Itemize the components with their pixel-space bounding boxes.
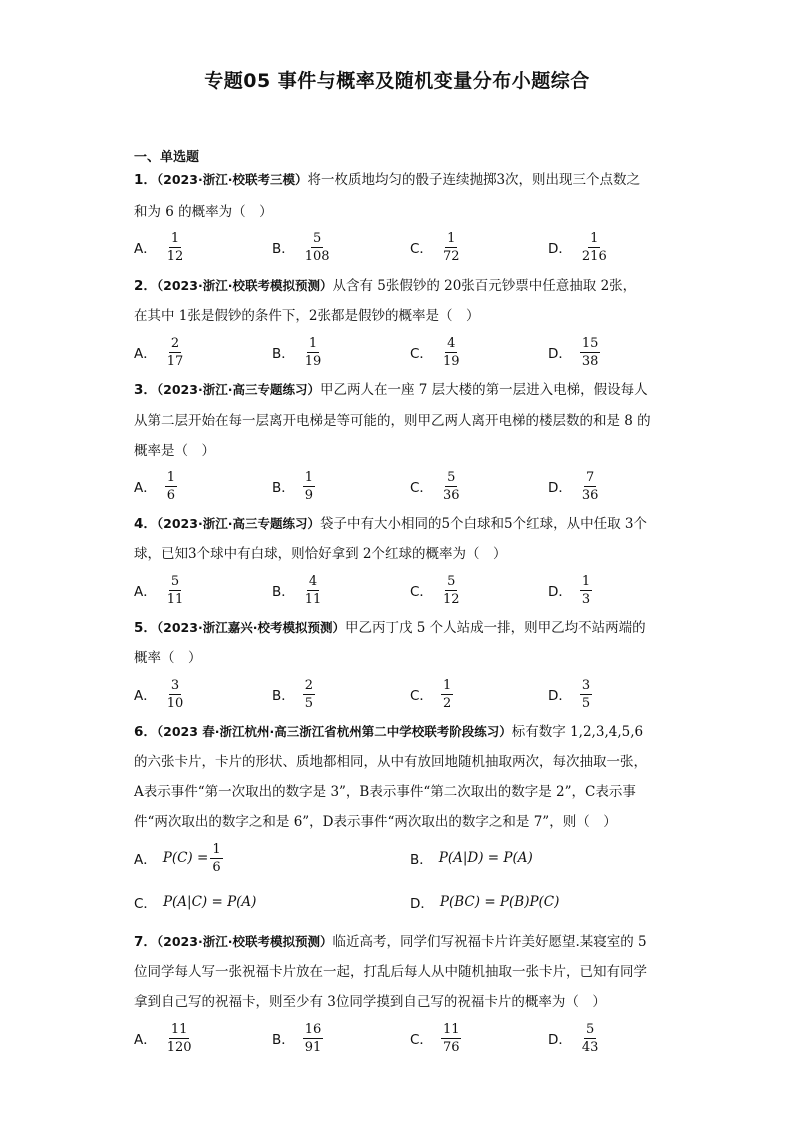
option-c[interactable]: C． $\frac{1}{2}$: [410, 677, 452, 711]
question-3-options: [134, 468, 674, 504]
question-source: （2023·浙江嘉兴·校考模拟预测）: [156, 620, 345, 635]
section-heading: 一、单选题: [134, 150, 200, 165]
question-6-line-4: 件“两次取出的数字之和是 6”，D表示事件“两次取出的数字之和是 7”，则（ ）: [134, 814, 617, 830]
question-source: （2023·浙江·高三专题练习）: [156, 382, 320, 397]
question-7-options: [134, 1020, 674, 1056]
question-4-line-1: [134, 514, 664, 534]
option-c[interactable]: C． $\frac{5}{36}$: [410, 469, 460, 503]
fraction: $\frac{1}{216}$: [581, 230, 607, 264]
page-title: 专题05 事件与概率及随机变量分布小题综合: [204, 70, 590, 92]
option-a[interactable]: A． $\frac{5}{11}$: [134, 573, 184, 607]
question-number: 6．: [134, 724, 157, 740]
question-3-line-3: 概率是（ ）: [134, 443, 215, 459]
question-7-line-3: 拿到自己写的祝福卡，则至少有 3位同学摸到自己写的祝福卡片的概率为（ ）: [134, 994, 606, 1010]
question-1-options: [134, 229, 674, 265]
option-d[interactable]: D． $\frac{1}{3}$: [548, 573, 591, 607]
question-6-options-row-1: [134, 840, 674, 876]
option-c[interactable]: C． $\frac{5}{12}$: [410, 573, 460, 607]
fraction: $\frac{1}{19}$: [304, 335, 322, 369]
fraction: $\frac{2}{5}$: [304, 677, 314, 711]
fraction: $\frac{15}{38}$: [581, 335, 599, 369]
expression: P(C) =: [162, 850, 209, 866]
question-number: 3．: [134, 382, 157, 398]
option-a[interactable]: A． $\frac{1}{12}$: [134, 230, 184, 264]
option-d[interactable]: D． $\frac{1}{216}$: [548, 230, 607, 264]
question-text: 标有数字 1,2,3,4,5,6: [511, 724, 644, 740]
option-d[interactable]: D． $\frac{7}{36}$: [548, 469, 599, 503]
fraction: $\frac{1}{3}$: [581, 573, 591, 607]
question-3-line-2: 从第二层开始在每一层离开电梯是等可能的，则甲乙两人离开电梯的楼层数的和是 8 的: [134, 413, 651, 429]
question-6-options-row-2: [134, 884, 674, 920]
fraction: $\frac{11}{120}$: [166, 1021, 192, 1055]
question-number: 2．: [134, 278, 157, 294]
expression: P(A|D) = P(A): [438, 850, 533, 866]
question-4-line-2: 球，已知3个球中有白球，则恰好拿到 2个红球的概率为（ ）: [134, 546, 507, 562]
fraction: $\frac{5}{43}$: [581, 1021, 599, 1055]
option-a[interactable]: A． P(C) = $\frac{1}{6}$: [134, 841, 221, 875]
fraction: $\frac{3}{5}$: [581, 677, 591, 711]
question-number: 7．: [134, 934, 157, 950]
fraction: $\frac{1}{72}$: [442, 230, 460, 264]
question-6-line-3: A表示事件“第一次取出的数字是 3”，B表示事件“第二次取出的数字是 2”，C表示事: [134, 784, 636, 800]
option-a[interactable]: A． $\frac{11}{120}$: [134, 1021, 192, 1055]
question-6-line-2: 的六张卡片，卡片的形状、质地都相同，从中有放回地随机抽取两次，每次抽取一张，: [134, 754, 647, 770]
fraction: $\frac{1}{6}$: [212, 841, 221, 875]
expression: P(A|C) = P(A): [162, 894, 257, 910]
option-c[interactable]: C． $\frac{1}{72}$: [410, 230, 460, 264]
question-2-line-1: [134, 276, 664, 296]
question-6-line-1: [134, 722, 664, 742]
question-source: （2023·浙江·校联考模拟预测）: [156, 934, 333, 949]
option-b[interactable]: B． P(A|D) = P(A): [410, 850, 533, 868]
fraction: $\frac{1}{9}$: [304, 469, 314, 503]
expression: P(BC) = P(B)P(C): [439, 894, 560, 910]
question-2-options: [134, 334, 674, 370]
fraction: $\frac{3}{10}$: [166, 677, 184, 711]
question-text: 从含有 5张假钞的 20张百元钞票中任意抽取 2张，: [332, 278, 637, 294]
option-c[interactable]: C． $\frac{11}{76}$: [410, 1021, 460, 1055]
fraction: $\frac{5}{11}$: [166, 573, 184, 607]
question-source: （2023·浙江·校联考模拟预测）: [156, 278, 333, 293]
question-5-line-1: [134, 618, 664, 638]
option-b[interactable]: B． $\frac{1}{19}$: [272, 335, 322, 369]
question-text: 甲乙丙丁戊 5 个人站成一排，则甲乙均不站两端的: [344, 620, 646, 636]
question-source: （2023·浙江·高三专题练习）: [156, 516, 320, 531]
option-d[interactable]: D． P(BC) = P(B)P(C): [410, 894, 560, 912]
question-text: 将一枚质地均匀的骰子连续抛掷3次，则出现三个点数之: [307, 172, 641, 188]
option-a[interactable]: A． $\frac{3}{10}$: [134, 677, 184, 711]
question-2-line-2: 在其中 1张是假钞的条件下，2张都是假钞的概率是（ ）: [134, 308, 480, 324]
question-7-line-1: [134, 932, 664, 952]
question-number: 5．: [134, 620, 157, 636]
option-a[interactable]: A． $\frac{1}{6}$: [134, 469, 176, 503]
fraction: $\frac{5}{108}$: [304, 230, 330, 264]
fraction: $\frac{16}{91}$: [304, 1021, 322, 1055]
option-b[interactable]: B． $\frac{4}{11}$: [272, 573, 322, 607]
fraction: $\frac{2}{17}$: [166, 335, 184, 369]
option-b[interactable]: B． $\frac{5}{108}$: [272, 230, 330, 264]
question-text: 临近高考，同学们写祝福卡片许美好愿望.某寝室的 5: [332, 934, 647, 950]
question-1-line-1: [134, 170, 664, 190]
question-1-line-2: 和为 6 的概率为（ ）: [134, 204, 273, 220]
option-d[interactable]: D． $\frac{3}{5}$: [548, 677, 591, 711]
question-4-options: [134, 572, 674, 608]
question-5-options: [134, 676, 674, 712]
question-source: （2023·浙江·校联考三模）: [156, 172, 308, 187]
fraction: $\frac{11}{76}$: [442, 1021, 460, 1055]
option-b[interactable]: B． $\frac{16}{91}$: [272, 1021, 322, 1055]
option-b[interactable]: B． $\frac{1}{9}$: [272, 469, 314, 503]
question-7-line-2: 位同学每人写一张祝福卡片放在一起，打乱后每人从中随机抽取一张卡片，已知有同学: [134, 964, 647, 980]
option-c[interactable]: C． P(A|C) = P(A): [134, 894, 257, 912]
fraction: $\frac{1}{6}$: [166, 469, 176, 503]
question-5-line-2: 概率（ ）: [134, 650, 202, 666]
option-d[interactable]: D． $\frac{15}{38}$: [548, 335, 599, 369]
fraction: $\frac{4}{11}$: [304, 573, 322, 607]
fraction: $\frac{5}{36}$: [442, 469, 460, 503]
fraction: $\frac{1}{12}$: [166, 230, 184, 264]
question-text: 袋子中有大小相同的5个白球和5个红球，从中任取 3个: [319, 516, 648, 532]
fraction: $\frac{7}{36}$: [581, 469, 599, 503]
option-c[interactable]: C． $\frac{4}{19}$: [410, 335, 460, 369]
question-number: 4．: [134, 516, 157, 532]
option-b[interactable]: B． $\frac{2}{5}$: [272, 677, 314, 711]
option-a[interactable]: A． $\frac{2}{17}$: [134, 335, 184, 369]
option-d[interactable]: D． $\frac{5}{43}$: [548, 1021, 599, 1055]
question-text: 甲乙两人在一座 7 层大楼的第一层进入电梯，假设每人: [319, 382, 648, 398]
question-number: 1．: [134, 172, 157, 188]
fraction: $\frac{5}{12}$: [442, 573, 460, 607]
fraction: $\frac{1}{2}$: [442, 677, 452, 711]
question-source: （2023 春·浙江杭州·高三浙江省杭州第二中学校联考阶段练习）: [156, 724, 512, 739]
fraction: $\frac{4}{19}$: [442, 335, 460, 369]
question-3-line-1: [134, 380, 664, 400]
